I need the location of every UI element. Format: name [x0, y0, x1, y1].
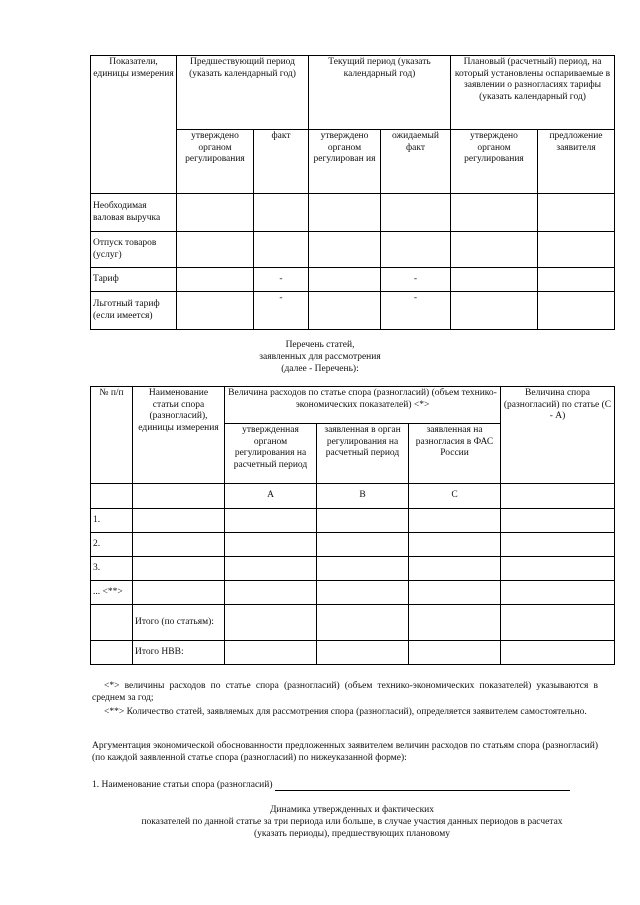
table-row — [91, 509, 615, 533]
subheader-b: заявленная в орган регулирования на расчетный период — [317, 424, 409, 484]
header-dispute-value: Величина спора (разногласий) по статье (С - А) — [501, 387, 615, 484]
header-number: № п/п — [91, 387, 133, 484]
table-row — [91, 605, 615, 641]
subheader-applicant-proposal: предложение заявителя — [538, 130, 615, 194]
subheader-approved-current: утверждено органом регулирован ия — [309, 130, 381, 194]
subheader-approved-plan: утверждено органом регулирования — [451, 130, 538, 194]
table-row — [91, 292, 615, 330]
total-nvv-label: Итого НВВ: — [133, 641, 225, 665]
argumentation-text: Аргументация экономической обоснованности предложенных заявителем величин расходов по статьям спора (разногласий) (по каждой заявленной статье спора (разногласий) по нижеуказанной форме): — [92, 741, 598, 763]
subheader-expected-fact: ожидаемый факт — [381, 130, 451, 194]
row-number: 2. — [91, 533, 133, 557]
table-row — [91, 557, 615, 581]
row-label: Необходимая валовая выручка — [91, 194, 177, 232]
article-name-fill-line — [275, 780, 570, 791]
table-row — [91, 232, 615, 268]
subheader-approved: утверждено органом регулирования — [177, 130, 254, 194]
dash-cell: - — [381, 268, 451, 292]
footnote-2: <**> Количество статей, заявляемых для рассмотрения спора (разногласий), определяется заявителем самостоятельно. — [104, 707, 587, 717]
row-number: 1. — [91, 509, 133, 533]
total-items-label: Итого (по статьям): — [133, 605, 225, 641]
subheader-a: утвержденная органом регулирования на расчетный период — [225, 424, 317, 484]
row-label: Льготный тариф (если имеется) — [91, 292, 177, 330]
letter-b: B — [317, 484, 409, 509]
footnote-1: <*> величины расходов по статье спора (разногласий) (объем технико-экономических показателей) указываются в среднем за год; — [92, 681, 598, 703]
header-article-name: Наименование статьи спора (разногласий), единицы измерения — [133, 387, 225, 484]
list-heading-line1: Перечень статей, — [285, 340, 355, 350]
row-label: Отпуск товаров (услуг) — [91, 232, 177, 268]
row-label: Тариф — [91, 268, 177, 292]
dash-cell: - — [254, 292, 309, 330]
list-heading — [150, 339, 490, 375]
row-number: 3. — [91, 557, 133, 581]
header-current-period: Текущий период (указать календарный год) — [309, 56, 451, 130]
list-heading-line3: (далее - Перечень): — [281, 364, 359, 374]
article-name-line — [92, 779, 612, 791]
dash-cell: - — [381, 292, 451, 330]
header-previous-period: Предшествующий период (указать календарный год) — [177, 56, 309, 130]
subheader-c: заявленная на разногласия в ФАС России — [409, 424, 501, 484]
table-row — [91, 533, 615, 557]
indicators-table — [90, 55, 615, 330]
list-heading-line2: заявленных для рассмотрения — [259, 352, 381, 362]
row-number: ... <**> — [91, 581, 133, 605]
dynamics-line2: показателей по данной статье за три периода или больше, в случае участия данных периодов в расчетах — [141, 817, 563, 827]
articles-table — [90, 386, 615, 665]
header-planned-period: Плановый (расчетный) период, на который установлены оспариваемые в заявлении о разногласиях тарифы (указать календарный год) — [451, 56, 615, 130]
letter-a: A — [225, 484, 317, 509]
dash-cell: - — [254, 268, 309, 292]
table-row — [91, 268, 615, 292]
table-row — [91, 641, 615, 665]
table-row — [91, 194, 615, 232]
dynamics-line1: Динамика утвержденных и фактических — [269, 805, 435, 815]
header-indicators: Показатели, единицы измерения — [91, 56, 177, 194]
dynamics-line3: (указать периоды), предшествующих плановому — [254, 829, 450, 839]
dynamics-heading — [90, 804, 614, 840]
subheader-fact: факт — [254, 130, 309, 194]
article-name-label: 1. Наименование статьи спора (разногласий) — [92, 780, 273, 790]
header-expense-value: Величина расходов по статье спора (разногласий) (объем технико-экономических показателей) <*> — [225, 387, 501, 424]
letter-c: C — [409, 484, 501, 509]
table-row — [91, 581, 615, 605]
